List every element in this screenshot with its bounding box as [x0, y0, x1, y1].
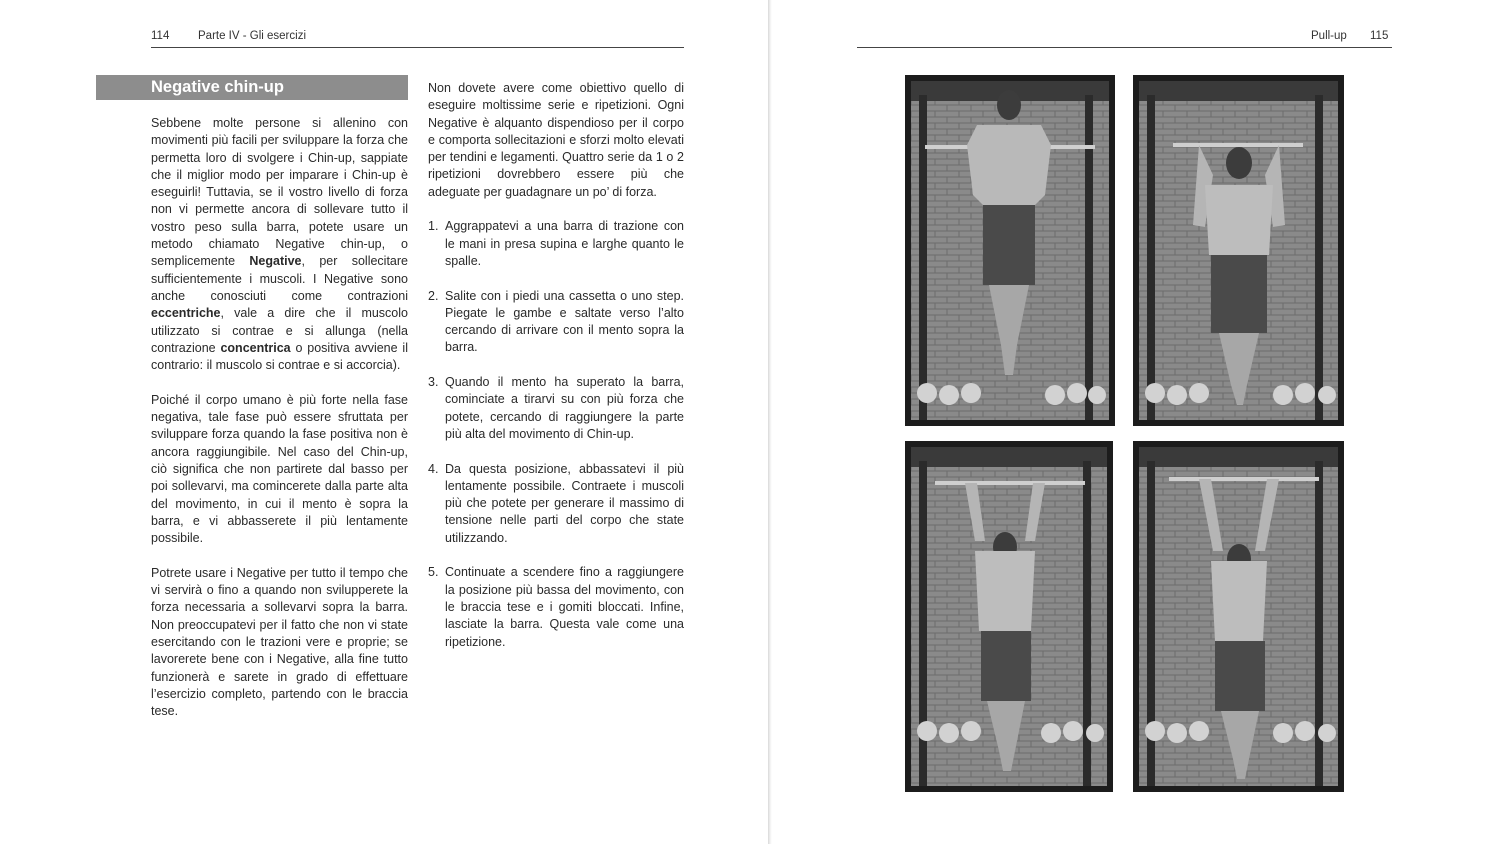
step-item	[428, 564, 684, 650]
step-item	[428, 288, 684, 357]
step-item	[428, 461, 684, 547]
exercise-photo-3	[905, 441, 1113, 792]
step-item	[428, 218, 684, 270]
step-text: Aggrappatevi a una barra di trazione con le mani in presa supina e larghe quanto le spalle.	[445, 219, 684, 268]
right-column	[428, 80, 684, 668]
step-item	[428, 374, 684, 443]
exercise-photo-2	[1133, 75, 1344, 426]
header-rule-left	[151, 47, 684, 48]
right-page	[772, 0, 1500, 844]
step-number: 3.	[428, 375, 439, 390]
step-text: Da questa posizione, abbassatevi il più lentamente possibile. Contraete i muscoli più che potete per generare il massimo di tensione nelle parti del corpo che state utilizzando.	[445, 461, 684, 545]
left-column	[151, 115, 408, 738]
step-number: 5.	[428, 565, 439, 580]
exercise-photo-1	[905, 75, 1115, 426]
section-heading: Negative chin-up	[96, 75, 408, 100]
paragraph-sets: Non dovete avere come obiettivo quello di eseguire moltissime serie e ripetizioni. Ogni Negative è alquanto dispendioso per il corpo e comporta sollecitazioni e sforzi molto elevati per tendini e legamenti. Quattro serie da 1 o 2 ripetizioni dovrebbero essere più che adeguate per guadagnare un po’ di forza.	[428, 81, 684, 199]
step-number: 1.	[428, 219, 439, 234]
step-text: Quando il mento ha superato la barra, cominciate a tirarvi su con più forza che potete, cercando di raggiungere la parte più alta del movimento di Chin-up.	[445, 375, 684, 441]
page-number-left: 114	[151, 30, 170, 42]
steps-list	[428, 218, 684, 650]
paragraph-intro: Sebbene molte persone si allenino con movimenti più facili per sviluppare la forza che permetta loro di svolgere i Chin-up, sappiate che il miglior modo per imparare i Chin-up è eseguirli! Tuttavia, se il vostro livello di forza non vi permette ancora di sollevare tutto il vostro peso sulla barra, potete usare un metodo chiamato Negative chin-up, o semplicemente Negative, per sollecitare sufficientemente i muscoli. I Negative sono anche conosciuti come contrazioni eccentriche, vale a dire che il muscolo utilizzato si contrae e si allunga (nella contrazione concentrica o positiva avviene il contrario: il muscolo si contrae e si accorcia).	[151, 116, 408, 373]
step-number: 4.	[428, 461, 439, 476]
step-number: 2.	[428, 288, 439, 303]
running-head-right: Pull-up	[1311, 30, 1347, 42]
step-text: Salite con i piedi una cassetta o uno step. Piegate le gambe e saltate verso l’alto cercando di arrivare con il mento sopra la barra.	[445, 288, 684, 355]
header-rule-right	[857, 47, 1392, 48]
exercise-photo-4	[1133, 441, 1344, 792]
paragraph-negative-phase: Poiché il corpo umano è più forte nella fase negativa, tale fase può essere sfruttata per sviluppare forza quando la fase positiva non è ancora raggiungibile. Nel caso del Chin-up, ciò significa che non partirete dal basso per poi sollevarvi, ma comincerete dalla parte alta del movimento, in cui il mento è sopra la barra, e vi abbasserete il più lentamente possibile.	[151, 392, 408, 546]
page-number-right: 115	[1370, 30, 1389, 42]
step-text: Continuate a scendere fino a raggiungere la posizione più bassa del movimento, con le braccia tese e i gomiti bloccati. Infine, lasciate la barra. Questa vale come una ripetizione.	[445, 565, 684, 649]
running-head-left: Parte IV - Gli esercizi	[198, 30, 306, 42]
paragraph-usage: Potrete usare i Negative per tutto il tempo che vi servirà o fino a quando non svilupperete la forza necessaria a sollevarvi sopra la barra. Non preoccupatevi per il fatto che non vi state esercitando con le trazioni vere e proprie; se lavorerete bene con i Negative, alla fine tutto funzionerà e sarete in grado di effettuare l’esercizio completo, partendo con le braccia tese.	[151, 565, 408, 719]
